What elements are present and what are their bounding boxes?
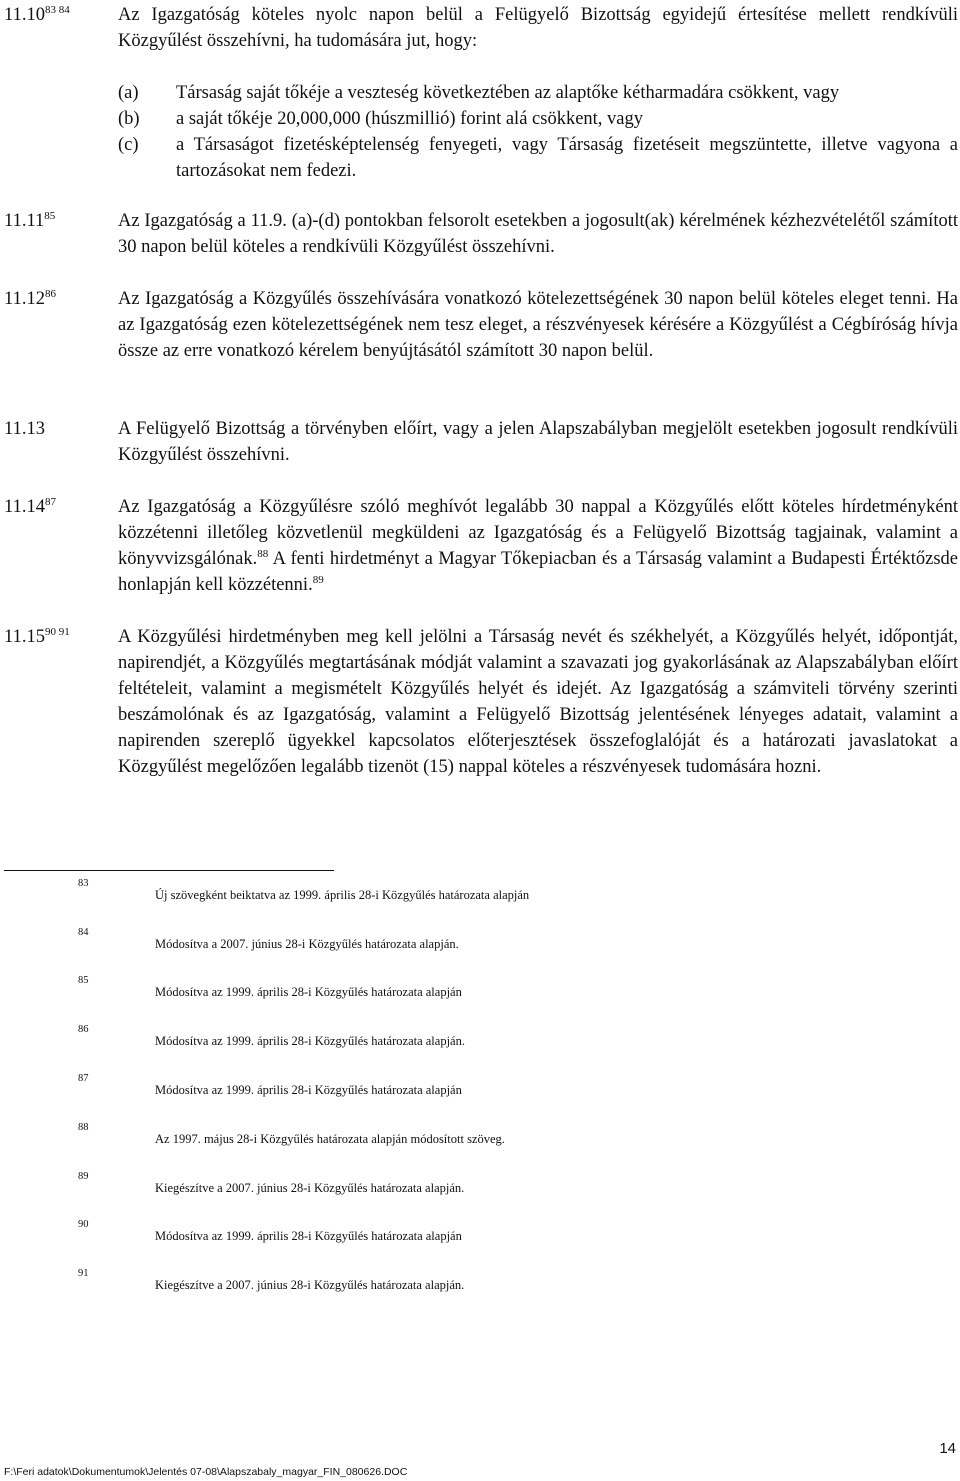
section-text-part: Az Igazgatóság a Közgyűlésre szóló meghívót legalább 30 nappal a Közgyűlés előtt köteles hírdetményként közzétenni illetőleg közvetlenül megküldeni az Igazgatóság és a Felügyelő Bizottság tagjainak, valamint a könyvvizsgálónak. (118, 497, 958, 569)
footnote-ref: 86 (44, 287, 56, 300)
footnote-text: Módosítva az 1999. április 28-i Közgyűlés határozata alapján (155, 985, 462, 999)
footnote-ref: 90 91 (44, 625, 70, 638)
footnote-text: Kiegészítve a 2007. június 28-i Közgyűlés határozata alapján. (155, 1278, 465, 1292)
section-text: Az Igazgatóság köteles nyolc napon belül a Felügyelő Bizottság egyidejű értesítése mellett rendkívüli Közgyűlést összehívni, ha tudomására jut, hogy: (118, 5, 958, 51)
footnote-ref: 89 (312, 573, 324, 586)
footnote-ref: 85 (44, 209, 56, 222)
footnote-text: Az 1997. május 28-i Közgyűlés határozata alapján módosított szöveg. (155, 1132, 505, 1146)
section-number: 11.13 (4, 419, 45, 439)
item-label: (a) (118, 83, 139, 103)
footnote-text: Módosítva az 1999. április 28-i Közgyűlés határozata alapján. (155, 1034, 465, 1048)
footnote-number: 91 (78, 1268, 89, 1279)
section-number: 11.11$^{85}$ (4, 209, 56, 231)
section-number: 11.14$^{87}$ (4, 495, 56, 517)
section-number: $11.15^{90 91}$ (4, 625, 70, 647)
footnote-number: 90 (78, 1219, 89, 1230)
footnote-text: Módosítva az 1999. április 28-i Közgyűlés határozata alapján (155, 1229, 462, 1243)
section-text (118, 494, 958, 598)
section-text: Az Igazgatóság a Közgyűlés összehívására vonatkozó kötelezettségének 30 napon belül köteles eleget tenni. Ha az Igazgatóság ezen kötelezettségének nem tesz eleget, a részvényesek kérésére a Közgyűlést a Cégbíróság hívja össze az erre vonatkozó kérelem benyújtásától számított 30 napon belül. (118, 289, 958, 361)
footnote-ref: 83 84 (44, 3, 70, 16)
footnote-number: 88 (78, 1122, 89, 1133)
section-number: $11.10^{83 84}$ (4, 3, 70, 25)
page-number: 14 (939, 1440, 956, 1457)
footnote-number: 85 (78, 975, 89, 986)
file-path: F:\Feri adatok\Dokumentumok\Jelentés 07-08\Alapszabaly_magyar_FIN_080626.DOC (4, 1466, 408, 1478)
footnote-ref: 87 (44, 495, 56, 508)
footnote-number: 86 (78, 1024, 89, 1035)
footnote-ref: 88 (257, 547, 269, 560)
section-text: A Közgyűlési hirdetményben meg kell jelölni a Társaság nevét és székhelyét, a Közgyűlés helyét, időpontját, napirendjét, a Közgyűlés megtartásának módját valamint a szavazati jog gyakorlásának az Alapszabályban előírt feltételeit, valamint a megismételt Közgyűlés helyét és idejét. Az Igazgatóság a számviteli törvény szerinti beszámolónak és az Igazgatóság, valamint a Felügyelő Bizottság jelentésének lényeges adatait, valamint a napirenden szereplő ügyekkel kapcsolatos előterjesztések összefoglalóját és a határozati javaslatokat a Közgyűlést megelőzően legalább tizenöt (15) nappal köteles a részvényesek tudomására hozni. (118, 627, 958, 777)
footnote-number: 84 (78, 927, 89, 938)
item-label: (b) (118, 109, 140, 129)
footnote-text: Kiegészítve a 2007. június 28-i Közgyűlés határozata alapján. (155, 1181, 465, 1195)
condition-list (118, 80, 958, 184)
item-text: Társaság saját tőkéje a veszteség következtében az alaptőke kétharmadára csökkent, vagy (176, 83, 840, 103)
item-text: a saját tőkéje 20,000,000 (húszmillió) forint alá csökkent, vagy (176, 109, 644, 129)
footnote-number: 87 (78, 1073, 89, 1084)
footnote-number: 89 (78, 1171, 89, 1182)
footnote-separator (4, 870, 334, 871)
list-item (118, 132, 958, 184)
list-item (118, 106, 958, 132)
section-number: 11.12$^{86}$ (4, 287, 56, 309)
item-label: (c) (118, 135, 139, 155)
footnote-number: 83 (78, 878, 89, 889)
section-text-part: A fenti hirdetményt a Magyar Tőkepiacban és a Társaság valamint a Budapesti Értéktőzsde honlapján kell közzétenni. (118, 549, 958, 595)
section-text: Az Igazgatóság a 11.9. (a)-(d) pontokban felsorolt esetekben a jogosult(ak) kérelmének kézhezvételétől számított 30 napon belül köteles a rendkívüli Közgyűlést összehívni. (118, 211, 958, 257)
footnote-text: Új szövegként beiktatva az 1999. április 28-i Közgyűlés határozata alapján (155, 888, 530, 902)
list-item (118, 80, 958, 106)
item-text: a Társaságot fizetésképtelenség fenyegeti, vagy Társaság fizetéseit megszüntette, illetve vagyona a tartozásokat nem fedezi. (176, 135, 958, 181)
section-text: A Felügyelő Bizottság a törvényben előírt, vagy a jelen Alapszabályban megjelölt esetekben jogosult rendkívüli Közgyűlést összehívni. (118, 419, 958, 465)
footnote-text: Módosítva a 2007. június 28-i Közgyűlés határozata alapján. (155, 937, 459, 951)
footnote-text: Módosítva az 1999. április 28-i Közgyűlés határozata alapján (155, 1083, 462, 1097)
